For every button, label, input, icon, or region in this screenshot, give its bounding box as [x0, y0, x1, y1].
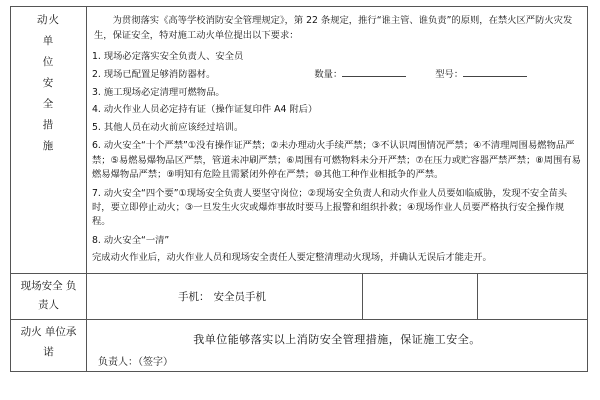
site-safety-officer-row [11, 273, 588, 320]
measure-item-5: 5. 其他人员在动火前应该经过培训。 [92, 122, 244, 134]
fire-permit-form-table [10, 6, 588, 372]
label-line-2: 单 [42, 35, 55, 47]
main-safety-measures-row [11, 7, 588, 274]
measure-item-8-title: 8. 动火安全“一清” [92, 234, 170, 246]
sig-label-line-1: 现场安全 [20, 279, 63, 292]
measure-item-6: 6. 动火安全“十个严禁”①没有操作证严禁；②未办理动火手续严禁；③不认识周围情况严禁；④不清理周围易燃物品严禁；⑤易燃易爆物品区严禁，管道未冲刷严禁；⑥周围有可燃物料未分开严禁；⑦在压力或贮容器严禁严禁；⑧周围有易燃易爆物品严禁；⑨明知有危险且需紧闭外停在严禁；⑩其他工种作业相抵争的严禁。 [92, 140, 581, 181]
commitment-declaration: 我单位能够落实以上消防安全管理措施，保证施工安全。 [193, 333, 481, 347]
sig-label-line-2: 负责人 [38, 279, 77, 312]
divider-2 [477, 274, 478, 320]
model-blank[interactable] [463, 76, 527, 77]
measure-item-3: 3. 施工现场必定清理可燃物品。 [92, 86, 225, 98]
label-line-6: 措 [42, 119, 55, 131]
commit-label-line-2: 单位承诺 [43, 326, 77, 359]
site-safety-officer-fields [87, 273, 588, 320]
label-line-1: 动火 [37, 14, 60, 26]
phone-value[interactable]: 安全员手机 [213, 290, 266, 303]
commitment-signature-label[interactable]: 负责人：（签字） [98, 357, 173, 369]
intro-paragraph: 为贯彻落实《高等学校消防安全管理规定》，第 22 条规定，推行“谁主管、谁负责”的原则，在禁火区严防火灾发生，保证安全，特对施工动火单位提出以下要求： [94, 15, 573, 41]
measure-item-2: 2. 现场已配置足够消防器材。 [92, 68, 216, 80]
measure-item-8-body: 完成动火作业后，动火作业人员和现场安全责任人要定整清理动火现场，并确认无误后才能走开。 [92, 252, 492, 264]
measure-item-4: 4. 动火作业人员必定持有证（操作证复印件 A4 附后） [92, 104, 318, 116]
label-line-7: 施 [42, 140, 55, 152]
commit-label-line-1: 动火 [20, 326, 42, 339]
measure-item-7: 7. 动火安全“四个要”①现场安全负责人要坚守岗位；②现场安全负责人和动火作业人员要如临威胁，发现不安全苗头时，要立即停止动火；③一旦发生火灾或爆炸事故时要马上报警和组织扑救；④现场作业人员要严格执行安全操作规程。 [92, 187, 568, 228]
row-label-site-safety-officer [11, 273, 87, 320]
row-label-fire-unit-safety-measures [11, 7, 87, 274]
measure-item-2-row [92, 68, 582, 82]
quantity-label: 数量： [314, 68, 343, 80]
label-line-5: 全 [42, 98, 55, 110]
quantity-blank[interactable] [342, 76, 406, 77]
fire-unit-commitment-row [11, 320, 588, 372]
measure-item-1: 1. 现场必定落实安全负责人、安全员 [92, 50, 244, 62]
phone-field-wrap [92, 277, 582, 317]
phone-label: 手机： [178, 290, 210, 303]
divider-1 [362, 274, 363, 320]
safety-measures-content [87, 7, 588, 274]
label-line-3: 位 [42, 56, 55, 68]
model-label: 型号： [435, 68, 464, 80]
commitment-content [87, 320, 588, 372]
label-line-4: 安 [42, 77, 55, 89]
row-label-fire-unit-commitment [11, 320, 87, 372]
